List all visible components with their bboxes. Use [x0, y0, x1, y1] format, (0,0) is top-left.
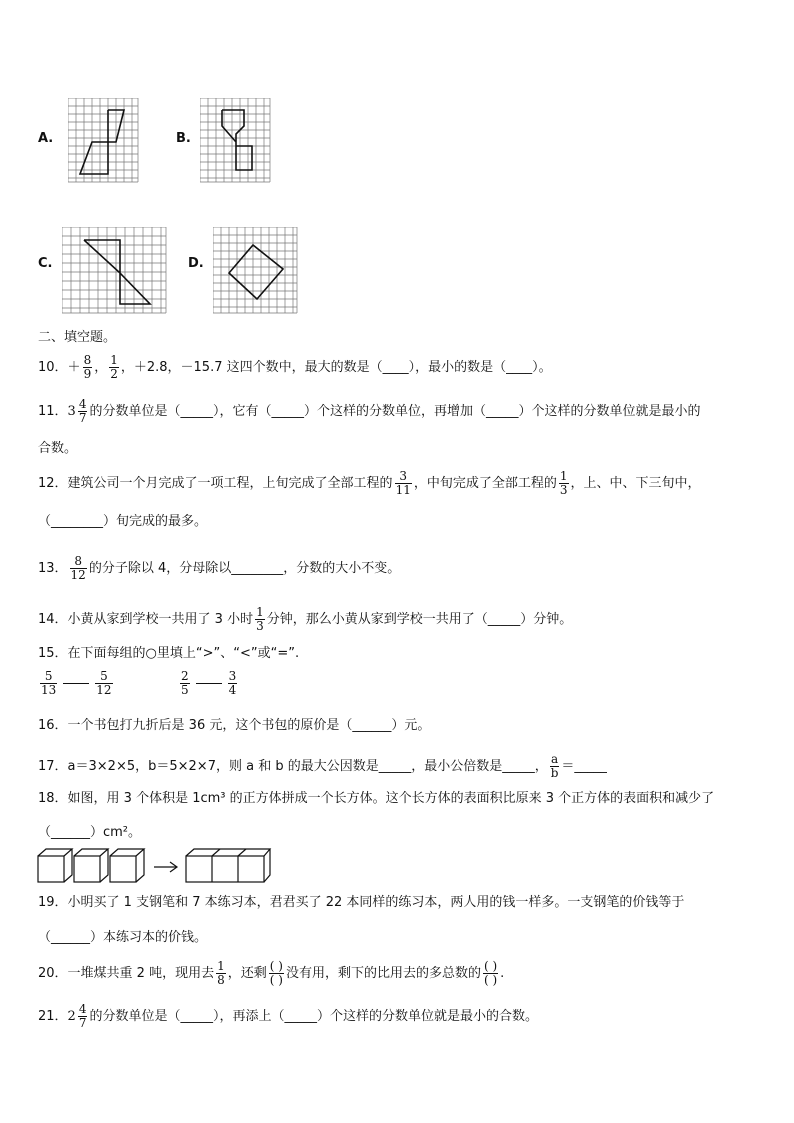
numerator: 2: [181, 669, 189, 683]
text: ，还剩: [227, 966, 267, 981]
numerator: 1: [217, 959, 225, 973]
denominator: 7: [78, 1016, 87, 1030]
text: a＝3×2×5，b＝5×2×7，则 a 和 b 的最大公因数是_____，最小公倍数是_____，: [67, 759, 548, 774]
numerator-blank[interactable]: ( ): [269, 959, 283, 973]
denominator: 12: [96, 683, 112, 697]
question-number: 21．: [38, 1009, 68, 1024]
option-b-label: B.: [176, 131, 191, 146]
denominator: 5: [181, 683, 189, 697]
question-number: 20．: [38, 966, 68, 981]
text: ＝_____: [561, 759, 607, 774]
question-11: [38, 398, 700, 425]
denominator: 8: [217, 973, 225, 987]
denominator: 3: [559, 483, 568, 497]
fraction: [95, 670, 112, 697]
question-number: 17．: [38, 759, 68, 774]
denominator: b: [550, 766, 559, 780]
text: ，: [94, 360, 108, 375]
denominator: 13: [41, 683, 57, 697]
text: 分钟，那么小黄从家到学校一共用了（_____）分钟。: [266, 612, 573, 627]
denominator: 2: [110, 367, 118, 381]
option-d-label: D.: [188, 256, 204, 271]
compare-pair-2: [178, 670, 239, 697]
numerator: 1: [256, 605, 264, 619]
question-number: 15．: [38, 646, 68, 661]
denominator-blank[interactable]: ( ): [269, 973, 283, 987]
numerator: a: [550, 752, 559, 766]
text: 在下面每组的○里填上“>”、“<”或“=”.: [67, 646, 300, 661]
question-16: [38, 717, 430, 735]
denominator: 7: [78, 411, 87, 425]
question-number: 13．: [38, 561, 68, 576]
question-number: 18．: [38, 791, 68, 806]
question-number: 16．: [38, 718, 68, 733]
numerator: 8: [74, 554, 82, 568]
cubes-figure: [36, 846, 272, 886]
question-19: [38, 894, 684, 912]
fraction: [255, 606, 265, 633]
blank-fraction[interactable]: [483, 960, 498, 987]
fraction: [109, 354, 119, 381]
numerator: 1: [110, 353, 118, 367]
question-19-cont: （______）本练习本的价钱。: [38, 930, 208, 945]
denominator: 4: [228, 683, 237, 697]
numerator: 3: [399, 469, 408, 483]
question-20: [38, 960, 504, 987]
option-c-label: C.: [38, 256, 53, 271]
text: 小黄从家到学校一共用了 3 小时: [67, 612, 254, 627]
fraction: [78, 398, 88, 425]
fraction: [70, 555, 87, 582]
question-17: [38, 753, 607, 780]
fraction: [216, 960, 226, 987]
text: 一堆煤共重 2 吨，现用去: [67, 966, 215, 981]
question-number: 12．: [38, 476, 68, 491]
question-10: [38, 354, 552, 381]
fraction: [395, 470, 412, 497]
fraction: [228, 670, 238, 697]
question-21: [38, 1003, 538, 1030]
numerator: 3: [228, 669, 237, 683]
numerator: 5: [100, 669, 108, 683]
text: 的分子除以 4，分母除以________，分数的大小不变。: [88, 561, 401, 576]
question-11-cont: 合数。: [38, 441, 78, 456]
question-number: 14．: [38, 612, 68, 627]
numerator-blank[interactable]: ( ): [483, 959, 498, 973]
text: 的分数单位是（_____），再添上（_____）个这样的分数单位就是最小的合数。: [89, 1009, 538, 1024]
question-12: [38, 470, 701, 497]
fraction: [180, 670, 190, 697]
text: ＋: [67, 360, 81, 375]
option-c-grid: [62, 227, 168, 315]
question-number: 10．: [38, 360, 68, 375]
question-14: [38, 606, 572, 633]
compare-blank[interactable]: [63, 683, 89, 684]
numerator: 4: [78, 1002, 87, 1016]
fraction: [550, 753, 560, 780]
question-number: 19．: [38, 895, 68, 910]
text: 如图，用 3 个体积是 1cm³ 的正方体拼成一个长方体。这个长方体的表面积比原来 3 个正方体的表面积和减少了: [67, 791, 715, 806]
question-12-cont: （________）旬完成的最多。: [38, 514, 208, 529]
fraction: [78, 1003, 88, 1030]
option-a-label: A.: [38, 131, 54, 146]
blank-fraction[interactable]: [269, 960, 284, 987]
denominator: 3: [256, 619, 264, 633]
denominator: 12: [70, 568, 86, 582]
compare-pair-1: [38, 670, 115, 697]
option-d-grid: [213, 227, 299, 315]
fraction: [83, 354, 93, 381]
section-title: 二、填空题。: [38, 330, 117, 345]
text: 的分数单位是（_____），它有（_____）个这样的分数单位，再增加（_____）个这样的分数单位就是最小的: [89, 404, 701, 419]
text: 一个书包打九折后是 36 元，这个书包的原价是（______）元。: [67, 718, 431, 733]
text: .: [500, 966, 505, 981]
question-13: [38, 555, 400, 582]
mixed-whole: 3: [67, 404, 76, 419]
question-number: 11．: [38, 404, 68, 419]
fraction: [40, 670, 57, 697]
option-a-grid: [68, 98, 140, 184]
text: 没有用，剩下的比用去的多总数的: [285, 966, 481, 981]
fraction: [559, 470, 569, 497]
text: 小明买了 1 支钢笔和 7 本练习本，君君买了 22 本同样的练习本，两人用的钱一样多。一支钢笔的价钱等于: [67, 895, 685, 910]
question-18: [38, 790, 714, 808]
compare-blank[interactable]: [196, 683, 222, 684]
option-b-grid: [200, 98, 272, 184]
question-15: [38, 645, 299, 663]
mixed-whole: 2: [67, 1009, 76, 1024]
text: ，＋2.8，－15.7 这四个数中，最大的数是（____），最小的数是（____）。: [120, 360, 552, 375]
text: ，中旬完成了全部工程的: [413, 476, 557, 491]
denominator-blank[interactable]: ( ): [483, 973, 498, 987]
numerator: 5: [44, 669, 53, 683]
text: 建筑公司一个月完成了一项工程，上旬完成了全部工程的: [67, 476, 393, 491]
denominator: 11: [395, 483, 411, 497]
numerator: 1: [559, 469, 568, 483]
text: ，上、中、下三旬中，: [570, 476, 701, 491]
question-18-cont: （______）cm²。: [38, 825, 142, 840]
denominator: 9: [83, 367, 92, 381]
numerator: 8: [83, 353, 92, 367]
numerator: 4: [78, 397, 87, 411]
